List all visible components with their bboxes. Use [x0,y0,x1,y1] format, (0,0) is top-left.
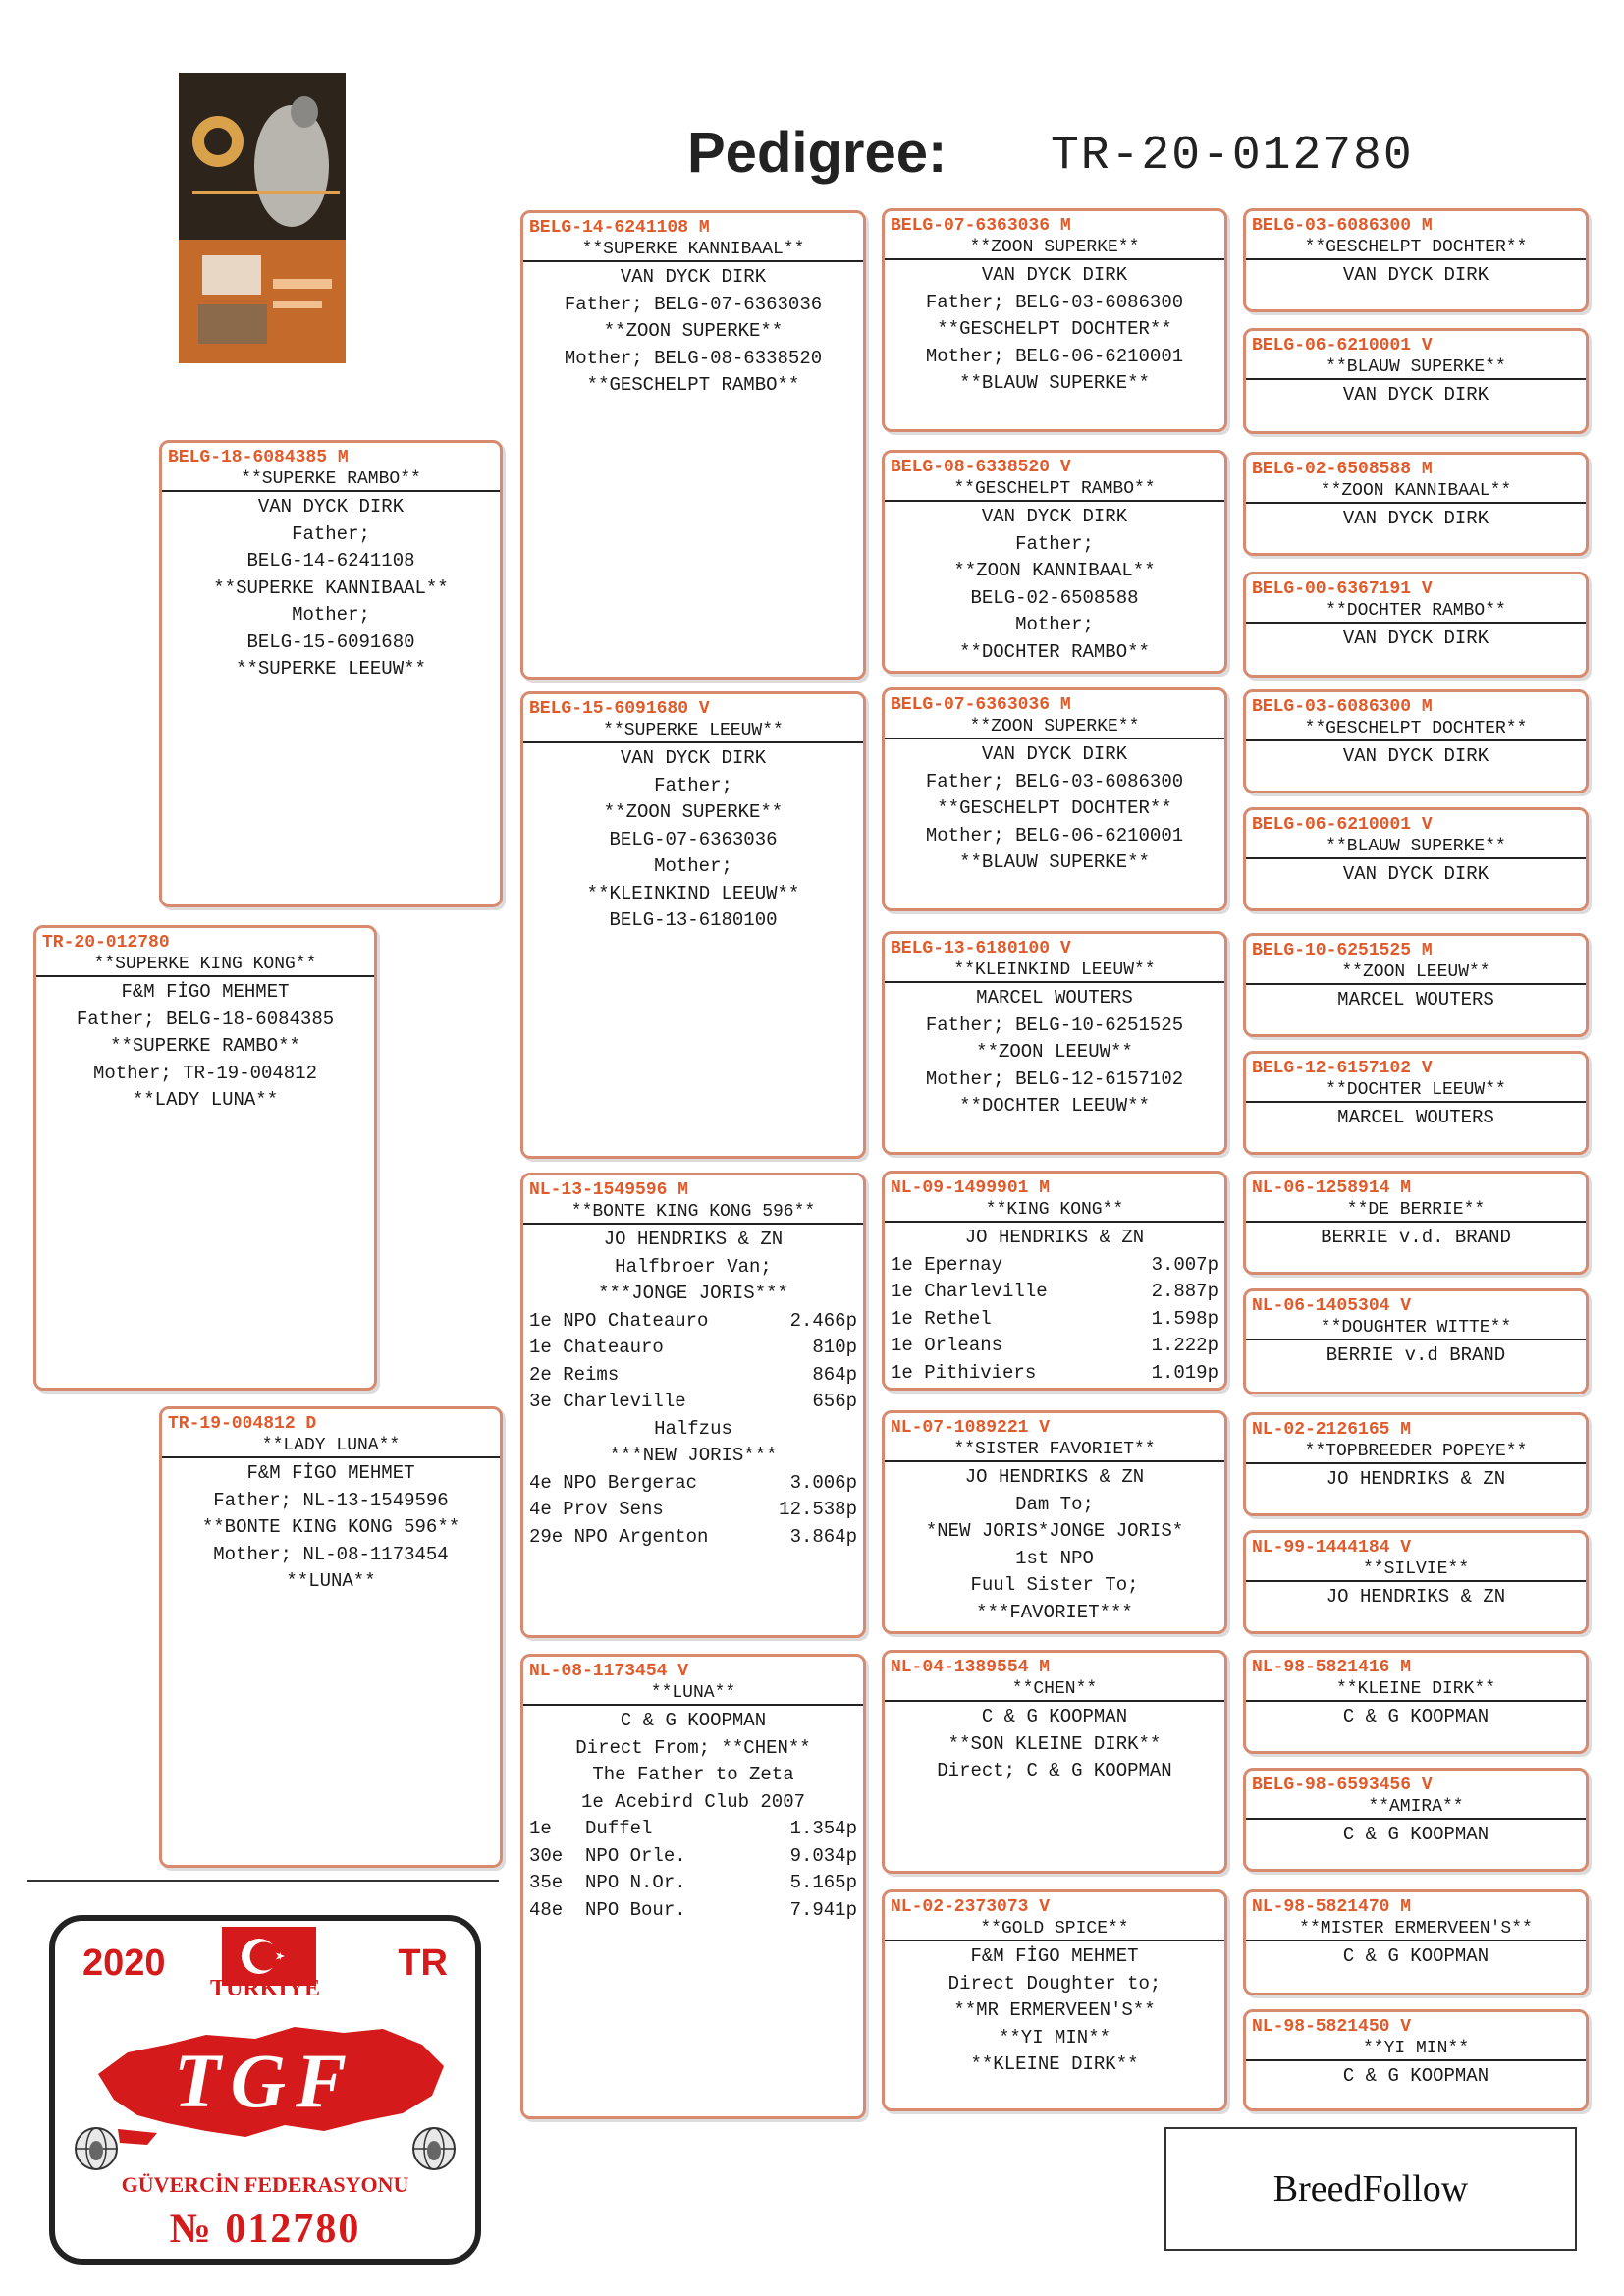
pedigree-line: **BLAUW SUPERKE** [959,372,1150,394]
bird-box-mfmm[interactable] [1243,1530,1589,1634]
pedigree-line: **YI MIN** [998,2026,1111,2049]
race-name: 1e Duffel [529,1818,653,1839]
pedigree-line: BERRIE v.d BRAND [1326,1344,1506,1366]
race-points: 864p [812,1363,857,1386]
federation-year: 2020 [82,1942,166,1984]
brand-name: BreedFollow [1272,2168,1469,2210]
race-result [523,1816,863,1843]
bird-box-mmmm[interactable] [1243,2009,1589,2111]
bird-name: **KING KONG** [885,1199,1224,1223]
race-points: 5.165p [789,1872,857,1893]
bird-name: **SUPERKE LEEUW** [523,720,863,743]
bird-box-ff[interactable] [520,210,866,680]
ring-number: BELG-98-6593456 V [1252,1776,1433,1795]
pedigree-line: Mother; BELG-06-6210001 [925,345,1184,367]
bird-box-mmff[interactable] [1243,1650,1589,1754]
pedigree-line: Father; BELG-18-6084385 [76,1008,335,1030]
pedigree-line: Father; [654,774,732,796]
bird-box-father[interactable] [159,440,503,907]
bird-name: **AMIRA** [1246,1796,1586,1820]
race-points: 656p [812,1391,857,1412]
ring-number: NL-02-2373073 V [891,1897,1051,1917]
pedigree-line: Fuul Sister To; [970,1574,1139,1596]
race-name: 1e Orleans [891,1335,1003,1356]
bird-name: **GESCHELPT DOCHTER** [1246,237,1586,260]
pedigree-line: ***JONGE JORIS*** [598,1283,788,1304]
bird-box-mmmf[interactable] [1243,1889,1589,1995]
bird-name: **DOUGHTER WITTE** [1246,1317,1586,1340]
bird-name: **KLEINKIND LEEUW** [885,959,1224,983]
race-name: 30e NPO Orle. [529,1844,686,1867]
pedigree-line: Mother; [1015,614,1094,635]
pedigree-line: F&M FİGO MEHMET [121,981,290,1003]
pedigree-line: Mother; [654,855,732,877]
ring-number: BELG-02-6508588 M [1252,460,1433,479]
pedigree-line: **GESCHELPT DOCHTER** [937,318,1172,340]
pedigree-line: **ZOON KANNIBAAL** [953,560,1156,581]
race-result [523,1308,863,1336]
pedigree-line: BERRIE v.d. BRAND [1321,1227,1511,1248]
race-result [885,1306,1224,1334]
pedigree-line: VAN DYCK DIRK [981,743,1128,765]
ring-number: NL-13-1549596 M [529,1180,689,1200]
race-result [523,1870,863,1897]
pedigree-line: JO HENDRIKS & ZN [1326,1468,1506,1490]
bird-name: **ZOON SUPERKE** [885,716,1224,739]
bird-name: **ZOON LEEUW** [1246,961,1586,985]
pedigree-line: VAN DYCK DIRK [1342,745,1489,767]
bird-box-mmm[interactable] [882,1889,1227,2111]
race-result [523,1897,863,1925]
ring-number: BELG-18-6084385 M [168,448,349,467]
divider-line [27,1880,499,1882]
pedigree-line: VAN DYCK DIRK [1342,264,1489,286]
pedigree-line: **DOCHTER RAMBO** [959,640,1150,663]
ring-number: NL-98-5821470 M [1252,1897,1412,1917]
ring-number: NL-08-1173454 V [529,1662,689,1681]
ring-number: NL-04-1389554 M [891,1658,1051,1677]
pedigree-line: **LADY LUNA** [132,1089,279,1111]
pedigree-line: BELG-07-6363036 [609,828,778,850]
ring-number: BELG-12-6157102 V [1252,1059,1433,1078]
ring-number: NL-06-1405304 V [1252,1296,1412,1316]
pedigree-line: Father; [292,522,370,545]
ring-number: BELG-08-6338520 V [891,458,1071,477]
race-name: 1e Pithiviers [891,1361,1037,1384]
ring-number: NL-99-1444184 V [1252,1538,1412,1558]
pedigree-line: JO HENDRIKS & ZN [964,1466,1145,1488]
bird-box-fm[interactable] [520,691,866,1159]
pedigree-line: Halfzus [654,1417,732,1440]
bird-box-subject[interactable] [33,925,377,1391]
bird-box-fmff[interactable] [1243,689,1589,793]
race-name: 1e NPO Chateauro [529,1309,709,1332]
race-result [523,1362,863,1390]
pedigree-line: C & G KOOPMAN [1342,1945,1489,1967]
pedigree-line: MARCEL WOUTERS [1337,1107,1494,1128]
race-name: 3e Charleville [529,1391,686,1412]
bird-name: **SISTER FAVORIET** [885,1439,1224,1462]
pedigree-line: **KLEINE DIRK** [970,2053,1139,2075]
pedigree-line: JO HENDRIKS & ZN [603,1229,784,1250]
pedigree-line: ***NEW JORIS*** [609,1445,778,1466]
pedigree-line: VAN DYCK DIRK [257,496,405,518]
pedigree-line: C & G KOOPMAN [1342,1824,1489,1845]
globe-pigeon-icon [410,2125,458,2172]
ring-number: TR-20-012780 [42,933,170,953]
pedigree-line: **BLAUW SUPERKE** [959,851,1150,873]
pedigree-line: VAN DYCK DIRK [620,747,767,769]
race-points: 1.019p [1151,1361,1218,1384]
bird-name: **ZOON KANNIBAAL** [1246,480,1586,504]
bird-name: **BLAUW SUPERKE** [1246,356,1586,380]
bird-name: **DE BERRIE** [1246,1199,1586,1223]
pigeon-photo [179,73,346,363]
ring-number: BELG-14-6241108 M [529,218,710,238]
race-points: 12.538p [779,1499,857,1520]
pedigree-line: BELG-13-6180100 [609,909,778,931]
bird-box-ffmf[interactable] [1243,452,1589,556]
race-points: 2.887p [1151,1281,1218,1302]
bird-name: **SUPERKE RAMBO** [162,468,500,492]
bird-name: **ZOON SUPERKE** [885,237,1224,260]
race-name: 1e Chateauro [529,1337,664,1358]
pedigree-line: C & G KOOPMAN [1342,1706,1489,1727]
bird-box-fff[interactable] [882,208,1227,432]
race-points: 810p [812,1337,857,1358]
federation-code: TR [398,1942,448,1984]
pedigree-line: *NEW JORIS*JONGE JORIS* [925,1520,1184,1542]
bird-box-fffm[interactable] [1243,328,1589,434]
ring-number: BELG-13-6180100 V [891,939,1071,958]
bird-name: **BLAUW SUPERKE** [1246,836,1586,859]
federation-country: TÜRKİYE [209,1976,321,2001]
bird-box-mmf[interactable] [882,1650,1227,1874]
bird-box-mother[interactable] [159,1406,503,1868]
race-name: 29e NPO Argenton [529,1525,709,1548]
pedigree-line: VAN DYCK DIRK [1342,508,1489,529]
pedigree-line: Mother; BELG-08-6338520 [564,347,823,369]
page-title: Pedigree: [687,121,947,185]
pedigree-line: VAN DYCK DIRK [1342,863,1489,885]
pedigree-line: F&M FİGO MEHMET [970,1945,1139,1967]
pedigree-line: **DOCHTER LEEUW** [959,1095,1150,1117]
pedigree-line: MARCEL WOUTERS [1337,989,1494,1011]
race-points: 9.034p [789,1844,857,1867]
race-name: 4e Prov Sens [529,1499,664,1520]
bird-box-fmf[interactable] [882,687,1227,911]
pedigree-line: Direct; C & G KOOPMAN [937,1760,1172,1781]
pedigree-line: BELG-15-6091680 [246,630,415,653]
bird-box-ffmm[interactable] [1243,572,1589,678]
race-name: 2e Reims [529,1363,620,1386]
pedigree-line: F&M FİGO MEHMET [246,1462,415,1484]
federation-name: GÜVERCİN FEDERASYONU [121,2172,409,2197]
pedigree-line: Direct From; **CHEN** [575,1736,811,1759]
bird-name: **BONTE KING KONG 596** [523,1201,863,1225]
race-name: 1e Charleville [891,1281,1048,1302]
bird-box-fmmf[interactable] [1243,933,1589,1037]
pedigree-line: The Father to Zeta [592,1764,794,1785]
bird-box-fmm[interactable] [882,931,1227,1155]
pedigree-line: Mother; NL-08-1173454 [213,1543,449,1565]
race-result [523,1497,863,1524]
bird-name: **DOCHTER LEEUW** [1246,1079,1586,1103]
pedigree-line: Father; BELG-07-6363036 [564,293,823,315]
pedigree-line: **LUNA** [286,1570,376,1592]
race-result [523,1470,863,1498]
ring-number: BELG-00-6367191 V [1252,579,1433,599]
pedigree-line: VAN DYCK DIRK [981,506,1128,527]
race-points: 3.006p [789,1471,857,1494]
pedigree-line: Father; BELG-10-6251525 [925,1013,1184,1036]
bird-name: **LUNA** [523,1682,863,1706]
race-points: 3.007p [1151,1253,1218,1276]
bird-box-mffm[interactable] [1243,1288,1589,1394]
pedigree-line: 1e Acebird Club 2007 [580,1790,806,1813]
ring-number: BELG-06-6210001 V [1252,815,1433,835]
bird-name: **LADY LUNA** [162,1435,500,1458]
race-points: 2.466p [789,1309,857,1332]
race-points: 1.222p [1151,1335,1218,1356]
race-result [885,1333,1224,1360]
race-points: 3.864p [789,1525,857,1548]
ring-number: TR-19-004812 D [168,1414,317,1434]
pedigree-line: JO HENDRIKS & ZN [1326,1586,1506,1608]
pedigree-line: **GESCHELPT RAMBO** [586,374,800,396]
ring-number: BELG-06-6210001 V [1252,336,1433,355]
bird-box-ffm[interactable] [882,450,1227,674]
bird-box-mfm[interactable] [882,1410,1227,1634]
pedigree-line: **SON KLEINE DIRK** [947,1732,1162,1755]
pedigree-line: JO HENDRIKS & ZN [964,1227,1145,1248]
federation-abbr: TGF [174,2038,356,2123]
bird-name: **TOPBREEDER POPEYE** [1246,1441,1586,1464]
ring-number: BELG-07-6363036 M [891,695,1071,715]
bird-name: **SUPERKE KING KONG** [36,954,374,977]
race-name: 1e Epernay [891,1253,1003,1276]
bird-box-mfff[interactable] [1243,1171,1589,1275]
ring-number: NL-02-2126165 M [1252,1420,1412,1440]
bird-box-fmfm[interactable] [1243,807,1589,911]
ring-number: NL-98-5821416 M [1252,1658,1412,1677]
race-result [523,1843,863,1871]
pedigree-line: Mother; BELG-06-6210001 [925,824,1184,847]
ring-number: NL-98-5821450 V [1252,2017,1412,2037]
race-result [523,1389,863,1416]
ring-number: BELG-07-6363036 M [891,216,1071,236]
pedigree-line: **GESCHELPT DOCHTER** [937,797,1172,819]
page-ring-number: TR-20-012780 [1051,130,1414,183]
pedigree-line: MARCEL WOUTERS [976,987,1133,1009]
pedigree-line: VAN DYCK DIRK [620,266,767,288]
race-result [885,1252,1224,1280]
pedigree-line: Father; [1015,532,1094,555]
pedigree-line: Mother; BELG-12-6157102 [925,1067,1184,1090]
pedigree-line: BELG-14-6241108 [246,550,415,572]
pedigree-line: **ZOON LEEUW** [976,1041,1133,1063]
pedigree-line: 1st NPO [1015,1547,1094,1569]
ring-number: BELG-10-6251525 M [1252,941,1433,960]
ring-number: BELG-15-6091680 V [529,699,710,719]
federation-number: № 012780 [169,2207,361,2252]
bird-name: **KLEINE DIRK** [1246,1678,1586,1702]
pedigree-line: BELG-02-6508588 [970,586,1139,609]
bird-name: **CHEN** [885,1678,1224,1702]
pedigree-line: C & G KOOPMAN [981,1706,1128,1727]
race-name: 4e NPO Bergerac [529,1471,698,1494]
brand-box [1164,2127,1577,2251]
ring-number: NL-09-1499901 M [891,1178,1051,1198]
pedigree-line: VAN DYCK DIRK [981,264,1128,286]
ring-number: NL-06-1258914 M [1252,1178,1412,1198]
pedigree-line: Father; BELG-03-6086300 [925,291,1184,313]
pedigree-line: Dam To; [1015,1493,1094,1515]
pedigree-line: VAN DYCK DIRK [1342,384,1489,406]
pedigree-line: Father; NL-13-1549596 [213,1489,449,1511]
federation-card [49,1915,481,2265]
bird-box-mmfm[interactable] [1243,1768,1589,1872]
bird-box-mm[interactable] [520,1654,866,2119]
pedigree-line: Halfbroer Van; [615,1255,772,1278]
race-result [523,1524,863,1552]
race-points: 1.354p [789,1818,857,1839]
pedigree-line: ***FAVORIET*** [976,1601,1133,1623]
bird-box-mff[interactable] [882,1171,1227,1391]
bird-name: **GESCHELPT DOCHTER** [1246,718,1586,741]
pedigree-line: Father; BELG-03-6086300 [925,770,1184,793]
race-result [885,1279,1224,1306]
race-name: 1e Rethel [891,1307,992,1330]
bird-name: **GESCHELPT RAMBO** [885,478,1224,502]
bird-box-fmmm[interactable] [1243,1051,1589,1155]
pedigree-line: C & G KOOPMAN [1342,2065,1489,2087]
bird-box-mf[interactable] [520,1173,866,1638]
pedigree-line: **ZOON SUPERKE** [603,801,784,823]
race-name: 35e NPO N.Or. [529,1872,686,1893]
bird-name: **SILVIE** [1246,1558,1586,1582]
globe-pigeon-icon [73,2125,120,2172]
race-points: 7.941p [789,1898,857,1921]
bird-name: **DOCHTER RAMBO** [1246,600,1586,624]
race-result [885,1360,1224,1388]
ring-number: BELG-03-6086300 M [1252,216,1433,236]
bird-name: **YI MIN** [1246,2038,1586,2061]
pedigree-line: Direct Doughter to; [947,1972,1162,1995]
pedigree-line: **KLEINKIND LEEUW** [586,882,800,904]
pedigree-line: **SUPERKE KANNIBAAL** [213,576,449,599]
pedigree-line: **SUPERKE LEEUW** [236,658,426,680]
bird-name: **GOLD SPICE** [885,1918,1224,1941]
race-points: 1.598p [1151,1307,1218,1330]
pedigree-line: Mother; TR-19-004812 [92,1062,318,1084]
pedigree-line: C & G KOOPMAN [620,1710,767,1731]
pedigree-line: Mother; [292,604,370,626]
bird-box-ffff[interactable] [1243,208,1589,312]
pedigree-line: VAN DYCK DIRK [1342,628,1489,649]
race-name: 48e NPO Bour. [529,1898,686,1921]
bird-box-mfmf[interactable] [1243,1412,1589,1516]
pedigree-line: **BONTE KING KONG 596** [201,1516,460,1538]
pedigree-line: **ZOON SUPERKE** [603,320,784,342]
pedigree-line: **SUPERKE RAMBO** [110,1035,300,1057]
pedigree-line: **MR ERMERVEEN'S** [953,1999,1156,2021]
ring-number: BELG-03-6086300 M [1252,697,1433,717]
bird-name: **SUPERKE KANNIBAAL** [523,239,863,262]
bird-name: **MISTER ERMERVEEN'S** [1246,1918,1586,1941]
ring-number: NL-07-1089221 V [891,1418,1051,1438]
race-result [523,1335,863,1362]
